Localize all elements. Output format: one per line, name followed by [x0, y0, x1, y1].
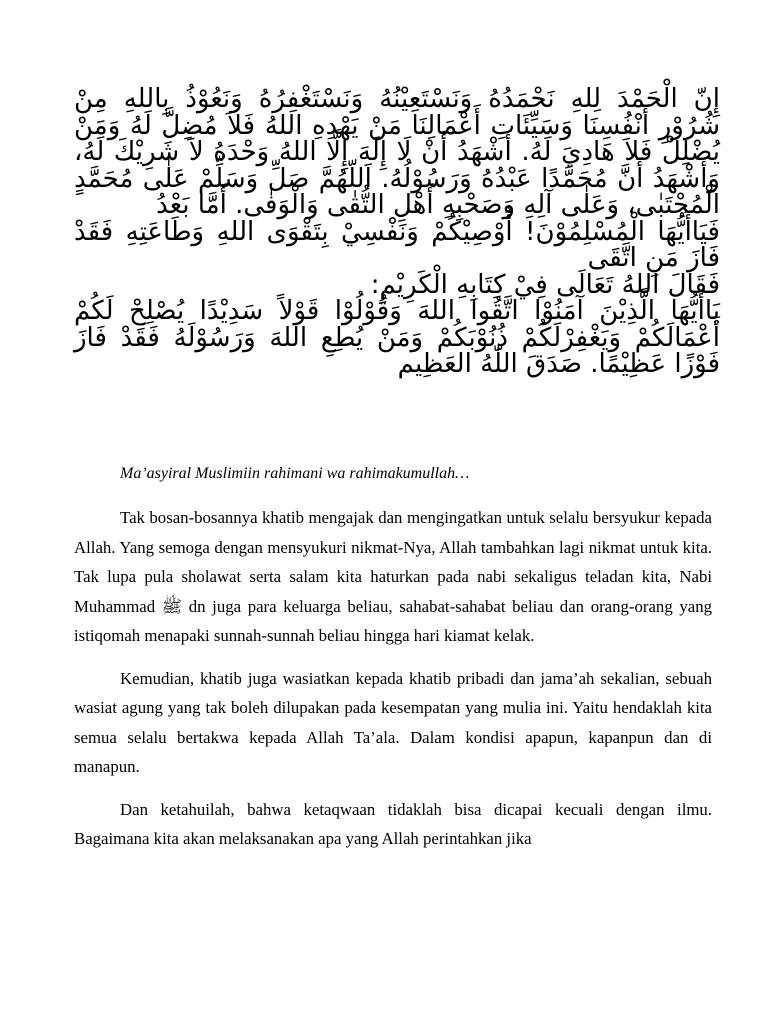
body-text: [74, 503, 712, 867]
body-paragraph: Kemudian, khatib juga wasiatkan kepada khatib pribadi dan jama’ah sekalian, sebuah wasiat agung yang tak boleh dilupakan pada kesempatan yang mulia ini. Yaitu hendaklah kita semua selalu bertakwa kepada Allah Ta’ala. Dalam kondisi apapun, kapanpun dan di manapun.: [74, 668, 712, 776]
arabic-paragraph: فَيَاأَيُّهَا الْمُسْلِمُوْنَ! أُوْصِيْكُمْ وَنَفْسِيْ بِتَقْوَى اللهِ وَطَاعَتِهِ فَقَدْ فَازَ مَنِ اتَّقَى: [74, 216, 720, 273]
arabic-paragraph: إِنّ الْحَمْدَ لِلهِ نَحْمَدُهُ وَنَسْتَعِيْنُهُ وَنَسْتَغْفِرُهُ وَنَعُوْذُ بِاللهِ مِنْ شُرُوْرِ أَنْفُسِنَا وَسَيِّئَاتِ أَعْمَالِنَا مَنْ يَهْدِهِ اللهُ فَلاَ مُضِلَّ لَهُ وَمَنْ يُضْلِلْ فَلاَ هَادِيَ لَهُ. أَشْهَدُ أَنْ لَا إِلَهَ إِلَّا اللهُ وَحْدَهُ لاَ شَرِيْكَ لَهُ، وَأَشْهَدُ أَنَّ مُحَمَّدًا عَبْدُهُ وَرَسُوْلُهُ. اَللّهُمَّ صَلِّ وَسَلِّمْ عَلٰى مُحَمَّدٍ الْمُجْتَبٰى، وَعَلٰى آلِهِ وَصَحْبِهِ أَهْلِ التُّقٰى وَالْوَفٰى. أَمَّا بَعْدُ: [74, 84, 720, 220]
arabic-opening-text: [74, 86, 720, 378]
body-paragraph: Tak bosan-bosannya khatib mengajak dan mengingatkan untuk selalu bersyukur kepada Allah. Yang semoga dengan mensyukuri nikmat-Nya, Allah tambahkan lagi nikmat untuk kita. Tak lupa pula sholawat serta salam kita haturkan pada nabi sekaligus teladan kita, Nabi Muhammad ﷺ dn juga para keluarga beliau, sahabat-sahabat beliau dan orang-orang yang istiqomah menapaki sunnah-sunnah beliau hingga hari kiamat kelak.: [74, 508, 712, 645]
arabic-paragraph: فَقَالَ اللهُ تَعَالَى فِيْ كِتَابِهِ الْكَرِيْمِ:: [370, 269, 720, 300]
arabic-paragraph: يَاأَيُّهَا الَّذِيْنَ آمَنُوْا اتَّقُوا اللهَ وَقُوْلُوْا قَوْلاً سَدِيْدًا يُصْلِحْ لَكُمْ أَعْمَالَكُمْ وَيَغْفِرْلَكُمْ ذُنُوْبَكُمْ وَمَنْ يُطِعِ اللهَ وَرَسُوْلَهُ فَقَدْ فَازَ فَوْزًا عَظِيْمًا. صَدَقَ اللّٰهُ العَظِيم: [74, 296, 720, 379]
greeting-line: Ma’asyiral Muslimiin rahimani wa rahimakumullah…: [120, 465, 470, 482]
body-paragraph: Dan ketahuilah, bahwa ketaqwaan tidaklah bisa dicapai kecuali dengan ilmu. Bagaimana kita akan melaksanakan apa yang Allah perintahkan jika: [74, 799, 712, 848]
